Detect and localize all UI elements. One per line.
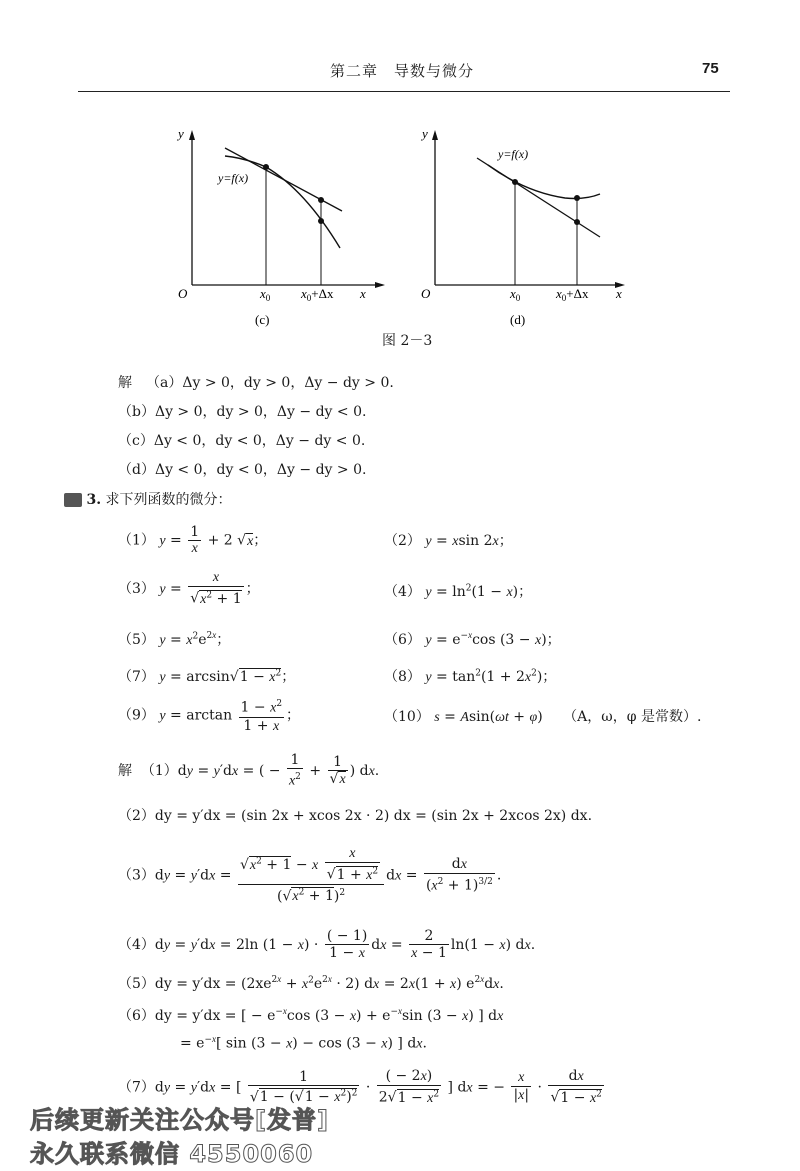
panel-d-y-label: y <box>422 126 428 141</box>
item-10-note: （A，ω，φ 是常数）. <box>563 709 702 725</box>
solution-prev-d: （d）Δy < 0，dy < 0，Δy − dy > 0. <box>118 462 367 478</box>
panel-d-curve-label: y=f(x) <box>498 147 529 161</box>
problem-item-2: （2） y = xsin 2x； <box>384 533 513 549</box>
problem-item-4: （4） $y = \ln^2(1 - x)$； <box>384 583 533 600</box>
solution-3-2: （2）dy = y′dx = (sin 2x + xcos 2x · 2) dx = (sin 2x + 2xcos 2x) dx. <box>118 808 593 824</box>
header-rule <box>78 91 730 92</box>
problem-item-5: （5） $y = x^2e^{2x}$； <box>118 630 231 648</box>
solution-prev-c: （c）Δy < 0，dy < 0，Δy − dy < 0. <box>118 433 366 449</box>
svg-text:x0+Δx <box>555 286 589 303</box>
panel-d-x1: x <box>556 286 562 301</box>
problem-item-8: （8） $y = \tan^2(1 + 2x^2)$； <box>384 668 557 685</box>
solution-3-6a-start: （6）dy = y′dx = [ − e <box>118 1008 276 1024</box>
panel-c-label: (c) <box>255 312 270 327</box>
problem-item-7: （7） $y = \arcsin√1 - x^2$； <box>118 668 296 685</box>
watermark-line-1: 后续更新关注公众号[发普] <box>30 1106 329 1134</box>
key-problem-icon <box>64 493 82 507</box>
item-8-label: （8） <box>384 669 421 685</box>
figure-caption: 图 2－3 <box>382 333 433 349</box>
panel-d-x-label: x <box>616 286 622 301</box>
panel-d <box>420 126 625 327</box>
figure-2-3 <box>170 120 640 330</box>
solution-prev-b: （b）Δy > 0，dy > 0，Δy − dy < 0. <box>118 404 367 420</box>
problem-item-9: （9） y = arctan $\frac{1 - x^2}{1 + x}$ ； <box>118 696 300 735</box>
panel-c-origin: O <box>178 286 188 301</box>
panel-d-x1-sub: 0 <box>561 293 567 303</box>
panel-c-x0: x <box>260 286 266 301</box>
solution-3-6b-start: = e <box>180 1035 205 1052</box>
panel-d-label: (d) <box>510 312 526 327</box>
solution-3-4: （4）dy = y′dx = 2ln (1 − x) · $\frac{( - 1)}{1 - x}$ dx = $\frac{2}{x - 1}$ ln(1 − x) dx. <box>118 928 536 961</box>
solution-3-1: 解 （1）dy = y′dx = ( − $\frac{1}{x^2}$ + $\frac{1}{√x}$ ) dx. <box>118 752 380 789</box>
watermark-line-2: 永久联系微信 4550060 <box>30 1140 314 1168</box>
panel-c-y-label: y <box>178 126 184 141</box>
solution-3-5-start: （5）dy = y′dx = (2xe <box>118 976 272 992</box>
solution-3-jie: 解 <box>118 762 132 779</box>
problem-3-heading <box>64 489 232 509</box>
item-4-label: （4） <box>384 584 421 600</box>
panel-d-x0: x <box>510 286 516 301</box>
solution-3-7: （7）dy = y′dx = [ $\frac{1}{√1 - (√1 - x^2)^2}$ · $\frac{( - 2x)}{2√1 - x^2}$ ] dx = − $\frac{x}{|x|}$ · $\frac{dx}{√1 - x^2}$ <box>118 1068 602 1106</box>
solution-prev-jie: 解 <box>118 375 132 391</box>
item-1-label: （1） <box>118 532 155 549</box>
solution-3-6b: = $e^{-x}$[ sin (3 − x) − cos (3 − x) ] dx. <box>180 1034 427 1052</box>
problem-3-title: 求下列函数的微分： <box>105 492 232 508</box>
item-3-label: （3） <box>118 580 155 597</box>
problem-item-3: （3） y = $\frac{x}{√x^2 + 1}$ ； <box>118 570 260 607</box>
panel-c-x1: x <box>301 286 307 301</box>
svg-text:x0+Δx <box>300 286 334 303</box>
panel-c-x-label: x <box>360 286 366 301</box>
solution-3-6a: （6）dy = y′dx = [ − $e^{-x}\cos$ $(3 - x) + e^{-x}\sin$ (3 − x) ] dx <box>118 1006 504 1024</box>
svg-text:x0 <box>259 286 271 303</box>
solution-prev-a: （a）Δy > 0，dy > 0，Δy − dy > 0. <box>146 375 394 391</box>
problem-item-6: （6） $y = e^{-x}\cos$ (3 − x)； <box>384 630 561 648</box>
panel-c-x1-suffix: +Δx <box>311 286 334 301</box>
panel-c-x0-sub: 0 <box>265 293 271 303</box>
item-6-label: （6） <box>384 632 421 648</box>
panel-c-x1-sub: 0 <box>306 293 312 303</box>
problem-item-10: （10） s = Asin(ωt + φ) （A，ω，φ 是常数）. <box>384 709 702 725</box>
item-10-label: （10） <box>384 709 430 725</box>
item-2-label: （2） <box>384 533 421 549</box>
problem-item-1: （1） y = $\frac{1}{x}$ + 2 √x； <box>118 524 268 556</box>
solution-3-5: $(5)dy = y'dx = (2xe^{2x} + x^2e^{2x} \cdot 2)$ dx = 2x(1 + x) $e^{2x}dx$. <box>118 974 504 992</box>
problem-3-number: 3. <box>86 492 102 508</box>
panel-d-origin: O <box>421 286 431 301</box>
chapter-title: 第二章 导数与微分 <box>330 62 475 80</box>
solution-3-3: （3）dy = y′dx = $√x^2 + 1 - x$ $\frac{x}{√1 + x^2}$ $(√x^2 + 1)^2$ dx = $\frac{dx}{(x^2 + 1)^{3/2}}$ . <box>118 846 502 905</box>
panel-c-curve-label: y=f(x) <box>218 171 249 185</box>
panel-c <box>176 126 385 327</box>
item-9-label: （9） <box>118 707 155 724</box>
panel-d-x1-suffix: +Δx <box>566 286 589 301</box>
page-number: 75 <box>702 60 719 77</box>
svg-text:x0 <box>509 286 521 303</box>
panel-d-x0-sub: 0 <box>515 293 521 303</box>
item-5-label: （5） <box>118 632 155 648</box>
item-7-label: （7） <box>118 669 155 685</box>
